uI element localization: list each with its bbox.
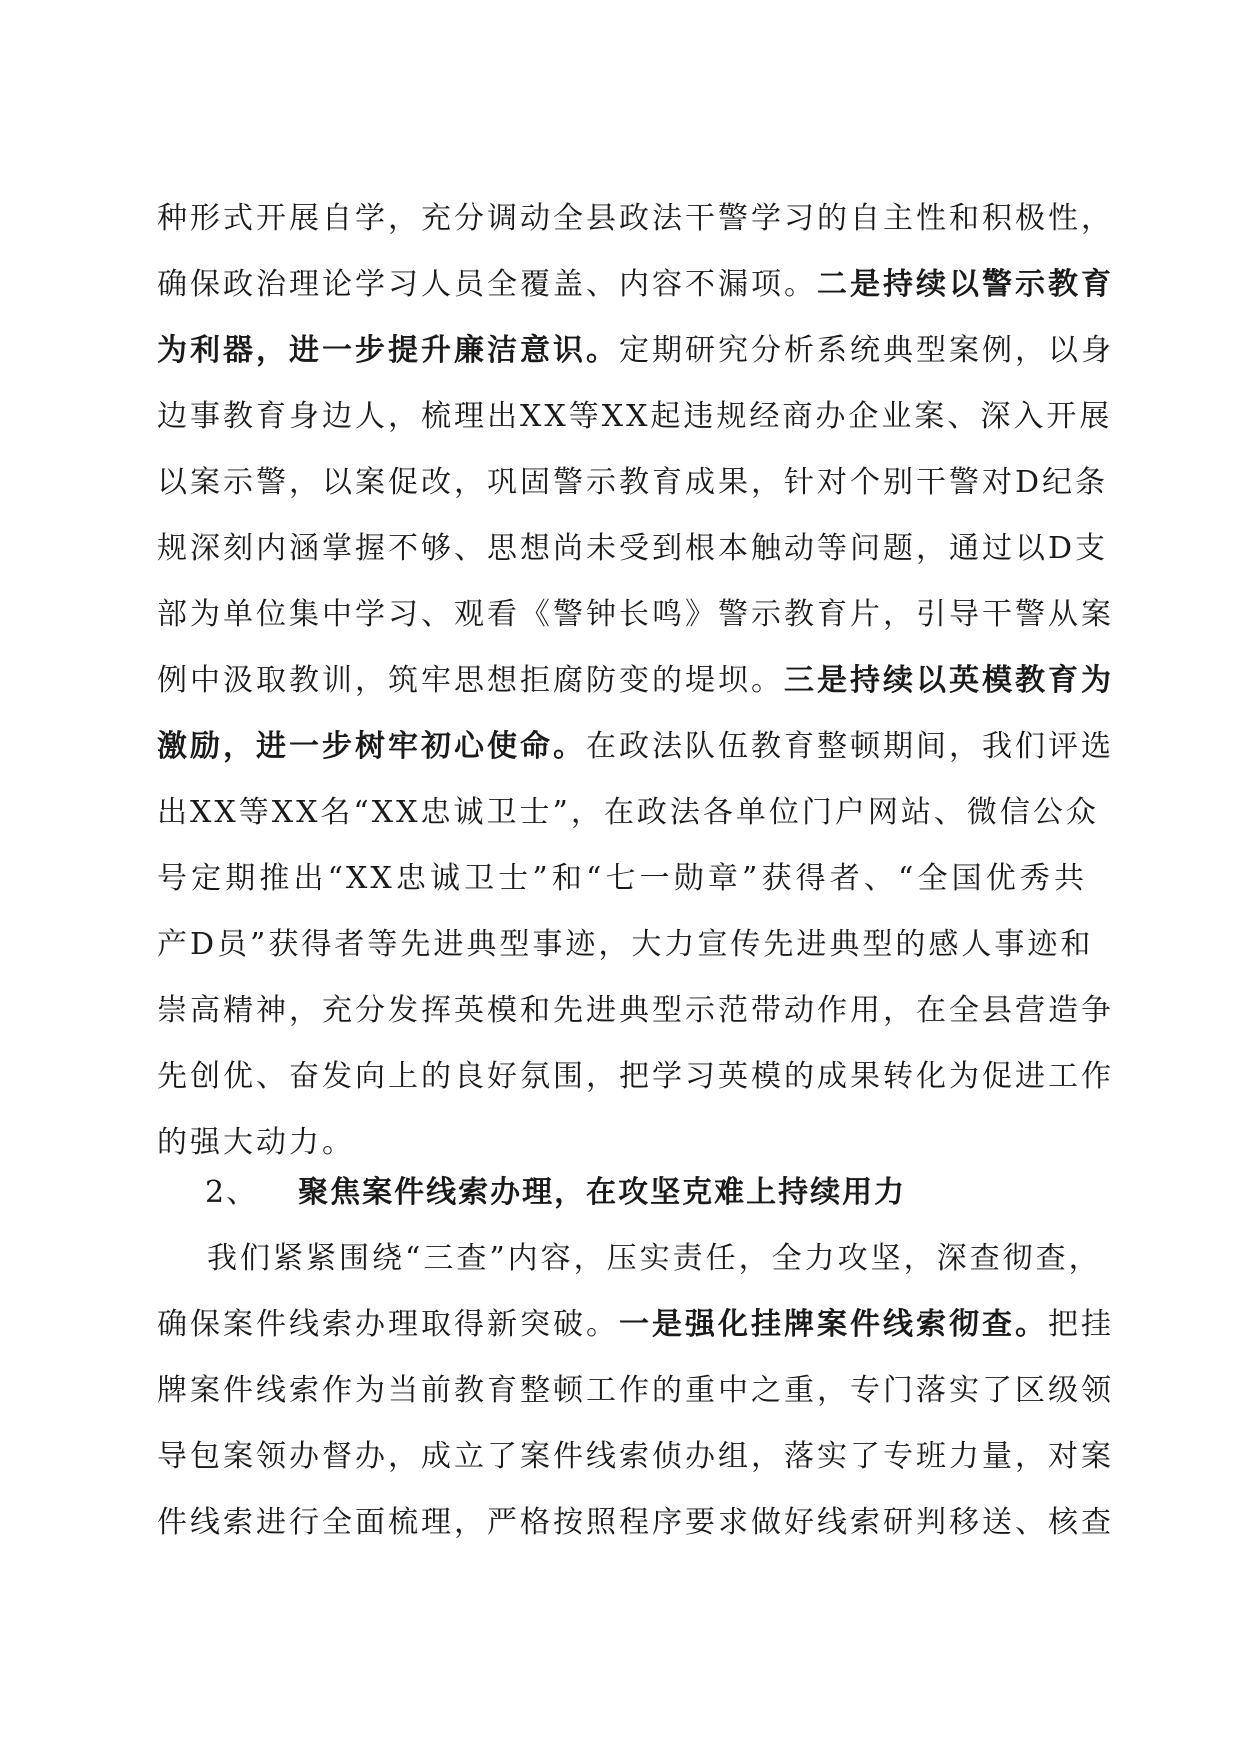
bold-point-title: 激励，进一步树牢初心使命。: [157, 729, 586, 764]
text-line: 规深刻内涵掌握不够、思想尚未受到根本触动等问题，通过以D支: [157, 531, 1109, 566]
text-line: 例中汲取教训，筑牢思想拒腐防变的堤坝。三是持续以英模教育为: [157, 663, 1114, 698]
text-line: 号定期推出“XX忠诚卫士”和“七一勋章”获得者、“全国优秀共: [157, 861, 1087, 896]
bold-point-title: 三是持续以英模教育为: [784, 663, 1114, 698]
text-line: 我们紧紧围绕“三查”内容，压实责任，全力攻坚，深查彻查，: [207, 1241, 1102, 1276]
paragraph-2: [157, 1226, 1114, 1556]
text-line: 的强大动力。: [157, 1125, 355, 1160]
text-line: 以案示警，以案促改，巩固警示教育成果，针对个别干警对D纪条: [157, 465, 1109, 500]
text-line: 产D员”获得者等先进典型事迹，大力宣传先进典型的感人事迹和: [157, 927, 1094, 962]
text-line: 部为单位集中学习、观看《警钟长鸣》警示教育片，引导干警从案: [157, 597, 1114, 632]
text-line: 出XX等XX名“XX忠诚卫士”，在政法各单位门户网站、微信公众: [157, 795, 1099, 830]
text-line: 边事教育身边人，梳理出XX等XX起违规经商办企业案、深入开展: [157, 399, 1113, 434]
bold-point-title: 为利器，进一步提升廉洁意识。: [157, 333, 619, 368]
text-line: 确保案件线索办理取得新突破。一是强化挂牌案件线索彻查。把挂: [157, 1307, 1114, 1342]
bold-point-title: 一是强化挂牌案件线索彻查。: [619, 1307, 1048, 1342]
text-line: 导包案领办督办，成立了案件线索侦办组，落实了专班力量，对案: [157, 1439, 1114, 1474]
text-line: 激励，进一步树牢初心使命。在政法队伍教育整顿期间，我们评选: [157, 729, 1114, 764]
bold-point-title: 二是持续以警示教育: [817, 267, 1114, 302]
text-line: 件线索进行全面梳理，严格按照程序要求做好线索研判移送、核查: [157, 1505, 1114, 1540]
text-line: 确保政治理论学习人员全覆盖、内容不漏项。二是持续以警示教育: [157, 267, 1114, 302]
text-line: 牌案件线索作为当前教育整顿工作的重中之重，专门落实了区级领: [157, 1373, 1114, 1408]
text-line: 为利器，进一步提升廉洁意识。定期研究分析系统典型案例，以身: [157, 333, 1114, 368]
section-heading: [205, 1160, 906, 1226]
section-number: 2、: [205, 1175, 259, 1210]
text-line: 崇高精神，充分发挥英模和先进典型示范带动作用，在全县营造争: [157, 993, 1114, 1028]
text-line: 先创优、奋发向上的良好氛围，把学习英模的成果转化为促进工作: [157, 1059, 1114, 1094]
section-title: 聚焦案件线索办理，在攻坚克难上持续用力: [298, 1175, 907, 1210]
paragraph-1: [157, 186, 1114, 1176]
text-line: 种形式开展自学，充分调动全县政法干警学习的自主性和积极性，: [157, 201, 1114, 236]
